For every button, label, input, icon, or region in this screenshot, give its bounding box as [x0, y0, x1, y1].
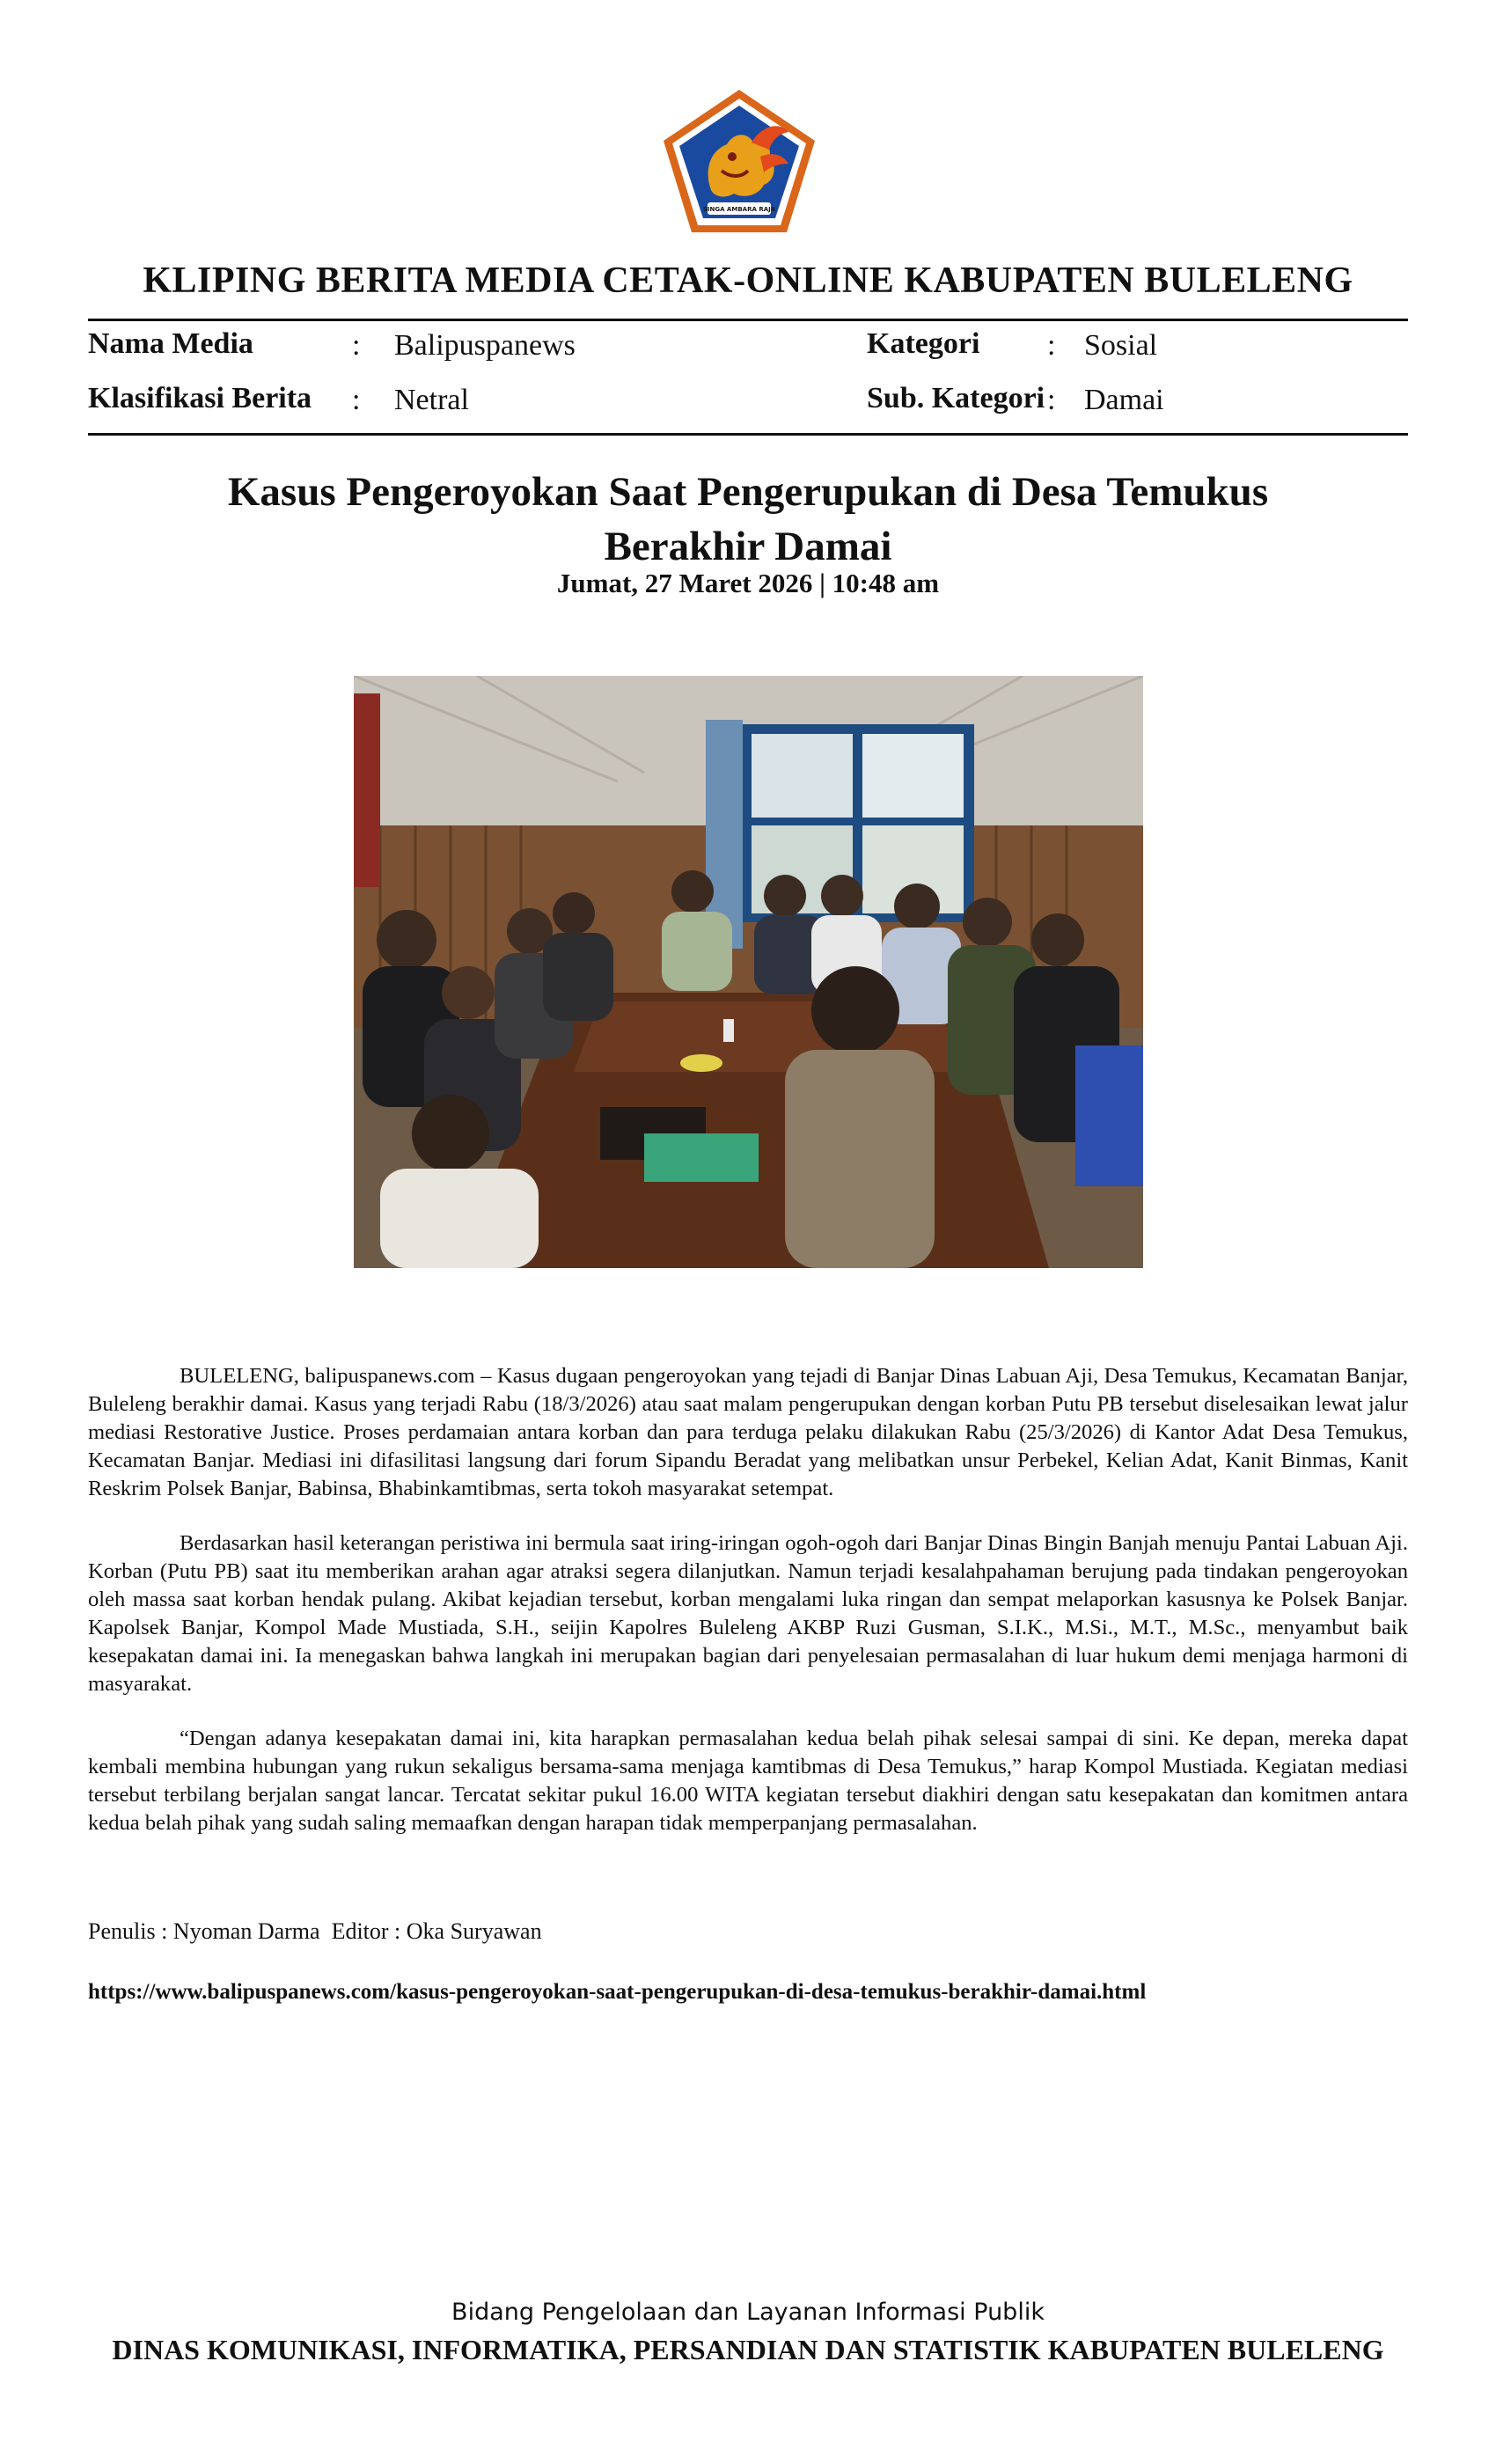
article-paragraph-2: Berdasarkan hasil keterangan peristiwa ini bermula saat iring-iringan ogoh-ogoh dari Banjar Dinas Bingin Banjah menuju Pantai Labuan Aji. Korban (Putu PB) saat itu memberikan arahan agar atraksi segera dilanjutkan. Namun terjadi kesalahpahaman berujung pada tindakan pengeroyokan oleh massa saat korban hendak pulang. Akibat kejadian tersebut, korban mengalami luka ringan dan sempat melaporkan kasusnya ke Polsek Banjar. Kapolsek Banjar, Kompol Made Mustiada, S.H., seijin Kapolres Buleleng AKBP Ruzi Gusman, S.I.K., M.Si., M.T., M.Sc., menyambut baik kesepakatan damai ini. Ia menegaskan bahwa langkah ini merupakan bagian dari penyelesaian permasalahan di luar hukum demi menjaga harmoni di masyarakat.: [88, 1531, 1408, 1696]
nama-media-label: Nama Media: [88, 327, 253, 360]
regency-logo: [660, 86, 818, 236]
article-title-line1: Kasus Pengeroyokan Saat Pengerupukan di Desa Temukus: [227, 469, 1269, 515]
article-dateline: Jumat, 27 Maret 2026 | 10:48 am: [556, 568, 940, 598]
sub-kategori-label: Sub. Kategori: [867, 382, 1045, 414]
credits-text: Penulis : Nyoman Darma Editor : Oka Suryawan: [88, 1918, 542, 1944]
meta-colon: :: [1047, 384, 1056, 416]
article-paragraph-3: “Dengan adanya kesepakatan damai ini, kita harapkan permasalahan kedua belah pihak selesai sampai di sini. Ke depan, mereka dapat kembali membina hubungan yang rukun sekaligus bersama-sama menjaga kamtibmas di Desa Temukus,” harap Kompol Mustiada. Kegiatan mediasi tersebut terbilang berjalan sangat lancar. Tercatat sekitar pukul 16.00 WITA kegiatan tersebut diakhiri dengan satu kesepakatan dan komitmen antara kedua belah pihak yang sudah saling memaafkan dengan harapan tidak memperpanjang permasalahan.: [88, 1727, 1408, 1835]
logo-motto: SINGA AMBARA RAJA: [702, 206, 776, 213]
article-credits: [88, 1918, 542, 1945]
singa-ambara-raja-emblem-icon: [660, 86, 818, 236]
nama-media-value: Balipuspanews: [394, 329, 576, 362]
masthead-title: KLIPING BERITA MEDIA CETAK-ONLINE KABUPATEN BULELENG: [143, 260, 1353, 301]
kategori-label: Kategori: [867, 327, 980, 360]
article-title-line2: Berakhir Damai: [604, 524, 892, 569]
meeting-photo-icon: [354, 676, 1143, 1268]
meta-colon: :: [352, 384, 361, 416]
kategori-value: Sosial: [1084, 329, 1158, 362]
meta-klasifikasi: [88, 382, 312, 415]
meta-sub-kategori: [867, 382, 1045, 415]
divider-bottom: [88, 433, 1408, 436]
article-paragraph-1: BULELENG, balipuspanews.com – Kasus dugaan pengeroyokan yang tejadi di Banjar Dinas Labuan Aji, Desa Temukus, Kecamatan Banjar, Buleleng berakhir damai. Kasus yang terjadi Rabu (18/3/2026) atau saat malam pengerupukan dengan korban Putu PB tersebut diselesaikan lewat jalur mediasi Restorative Justice. Proses perdamaian antara korban dan para terduga pelaku dilakukan Rabu (25/3/2026) di Kantor Adat Desa Temukus, Kecamatan Banjar. Mediasi ini difasilitasi langsung dari forum Sipandu Beradat yang melibatkan unsur Perbekel, Kelian Adat, Kanit Binmas, Kanit Reskrim Polsek Banjar, Babinsa, Bhabinkamtibmas, serta tokoh masyarakat setempat.: [88, 1364, 1408, 1500]
meta-colon: :: [1047, 329, 1056, 362]
meta-nama-media: [88, 327, 253, 361]
footer-agency: DINAS KOMUNIKASI, INFORMATIKA, PERSANDIAN DAN STATISTIK KABUPATEN BULELENG: [112, 2334, 1384, 2365]
footer-department: Bidang Pengelolaan dan Layanan Informasi Publik: [451, 2299, 1045, 2326]
meta-colon: :: [352, 329, 361, 362]
sub-kategori-value: Damai: [1084, 384, 1164, 416]
meta-kategori: [867, 327, 979, 361]
klasifikasi-label: Klasifikasi Berita: [88, 382, 312, 414]
article-photo: [354, 676, 1143, 1268]
divider-top: [88, 319, 1408, 321]
article-source-link[interactable]: https://www.balipuspanews.com/kasus-pengeroyokan-saat-pengerupukan-di-desa-temukus-berakhir-damai.html: [88, 1980, 1147, 2004]
article-title: [132, 465, 1364, 574]
klasifikasi-value: Netral: [394, 384, 469, 416]
article-body: [88, 1362, 1408, 1864]
